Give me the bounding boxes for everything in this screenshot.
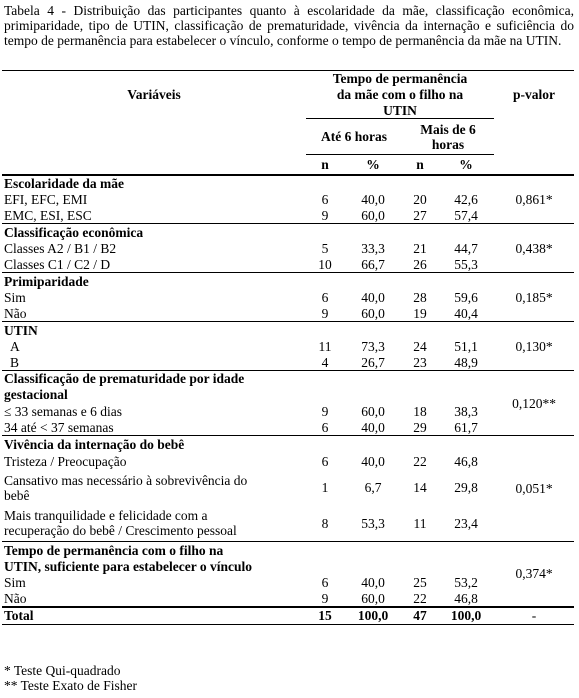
- row-n1: 9: [321, 207, 329, 223]
- row-n1: 8: [321, 515, 329, 531]
- row-n1: 5: [321, 241, 329, 256]
- section-pvalue: 0,185*: [515, 289, 553, 305]
- total-n2: 47: [413, 608, 427, 624]
- header-n2: n: [416, 156, 424, 172]
- row-n2: 27: [413, 207, 427, 223]
- section-title: Classificação econômica: [4, 224, 144, 240]
- row-p1: 40,0: [361, 419, 385, 435]
- results-table: [2, 70, 574, 625]
- table-row: [2, 192, 574, 208]
- row-n2: 19: [413, 305, 427, 321]
- row-p2: 40,4: [454, 305, 478, 321]
- row-p1: 40,0: [361, 192, 385, 207]
- table-notes: [4, 663, 137, 693]
- header-group-line3: UTIN: [306, 103, 494, 119]
- row-n2: 22: [413, 453, 427, 469]
- row-n1: 11: [318, 339, 332, 354]
- row-label: [2, 470, 306, 506]
- row-p2: 55,3: [454, 256, 478, 272]
- row-n1: 6: [321, 419, 329, 435]
- table-row: [2, 453, 574, 470]
- header-pvalor: p-valor: [513, 87, 555, 103]
- table-row: [2, 403, 574, 420]
- table-row: [2, 470, 574, 506]
- row-label: EFI, EFC, EMI: [4, 192, 88, 207]
- row-p1: 73,3: [361, 339, 385, 354]
- table-row: [2, 506, 574, 542]
- row-n2: 28: [413, 290, 427, 305]
- section-title: Escolaridade da mãe: [4, 176, 124, 191]
- row-label-line2: bebê: [4, 487, 30, 503]
- row-n1: 9: [321, 305, 329, 321]
- row-n1: 9: [321, 403, 329, 419]
- row-label: Não: [4, 305, 27, 321]
- row-label: Sim: [4, 575, 26, 590]
- row-label: [2, 506, 306, 542]
- row-p2: 42,6: [454, 192, 478, 207]
- section-pvalue: 0,051*: [515, 481, 553, 496]
- row-n2: 26: [413, 256, 427, 272]
- section-pvalue: 0,130*: [515, 338, 553, 354]
- section-title-line1: Tempo de permanência com o filho na: [4, 542, 224, 558]
- row-label-line1: Mais tranquilidade e felicidade com a: [4, 508, 208, 524]
- row-label: Sim: [4, 290, 26, 305]
- section-title-line2: UTIN, suficiente para estabelecer o vínculo: [4, 559, 252, 574]
- row-p2: 44,7: [454, 241, 478, 256]
- section-title-line1: Classificação de prematuridade por idade: [4, 371, 245, 387]
- row-p1: 66,7: [361, 256, 385, 272]
- header-group-line1: Tempo de permanência: [332, 71, 468, 87]
- row-p1: 33,3: [361, 241, 385, 256]
- row-n2: 23: [413, 354, 427, 370]
- row-p2: 46,8: [454, 453, 478, 469]
- row-p2: 29,8: [454, 480, 478, 495]
- row-p1: 60,0: [361, 590, 385, 606]
- row-n1: 6: [321, 575, 329, 590]
- header-variaveis: Variáveis: [127, 87, 181, 103]
- section-pvalue: 0,438*: [515, 240, 553, 256]
- row-label: 34 até < 37 semanas: [4, 419, 114, 435]
- row-label: Não: [4, 590, 27, 606]
- table-row: [2, 257, 574, 273]
- header-col-mais-6: [402, 119, 494, 155]
- header-col-mais-line1: Mais de 6: [420, 121, 476, 137]
- row-p2: 57,4: [454, 207, 478, 223]
- row-p1: 40,0: [361, 453, 385, 469]
- row-p1: 40,0: [361, 575, 385, 590]
- row-label: ≤ 33 semanas e 6 dias: [4, 403, 123, 419]
- total-n1: 15: [318, 608, 332, 624]
- row-label: Classes C1 / C2 / D: [4, 256, 111, 272]
- section-pvalue: 0,120**: [512, 395, 556, 411]
- header-group-line2: da mãe com o filho na: [336, 87, 464, 102]
- row-label: Tristeza / Preocupação: [4, 453, 127, 469]
- row-n1: 4: [321, 354, 329, 370]
- row-label-line1: Cansativo mas necessário à sobrevivência do: [4, 472, 248, 488]
- section-pvalue: 0,861*: [515, 191, 553, 207]
- row-p1: 60,0: [361, 207, 385, 223]
- row-p2: 61,7: [454, 419, 478, 435]
- section-title: Primiparidade: [4, 273, 89, 289]
- table-row: [2, 241, 574, 257]
- section-title-line2: gestacional: [4, 387, 68, 402]
- table-row: [2, 339, 574, 355]
- header-col-mais-line2: horas: [431, 136, 465, 152]
- row-n1: 6: [321, 290, 329, 305]
- table-row: [2, 575, 574, 591]
- section-title: Vivência da internação do bebê: [4, 436, 185, 452]
- total-p1: 100,0: [357, 608, 389, 624]
- row-n2: 21: [413, 241, 427, 256]
- table-caption: Tabela 4 - Distribuição das participantes quanto à escolaridade da mãe, classificação econômica, primiparidade, tipo de UTIN, classificação de prematuridade, vivência da internação e suficiência do tempo de permanência para estabelecer o vínculo, conforme o tempo de permanência da mãe na UTIN.: [4, 3, 574, 48]
- table-row: [2, 208, 574, 224]
- row-label: B: [10, 354, 20, 370]
- row-n2: 18: [413, 403, 427, 419]
- table-row: [2, 591, 574, 607]
- total-row: [2, 607, 574, 625]
- total-pvalue: -: [531, 608, 537, 624]
- row-p2: 46,8: [454, 590, 478, 606]
- row-p1: 60,0: [361, 305, 385, 321]
- row-p1: 26,7: [361, 354, 385, 370]
- row-p2: 48,9: [454, 354, 478, 370]
- row-p2: 51,1: [454, 339, 478, 354]
- row-n2: 25: [413, 575, 427, 590]
- row-p1: 40,0: [361, 290, 385, 305]
- row-n2: 29: [413, 419, 427, 435]
- section-title: UTIN: [4, 322, 38, 338]
- row-p1: 53,3: [361, 515, 385, 531]
- table-row: [2, 290, 574, 306]
- total-p2: 100,0: [450, 608, 482, 624]
- table-row: [2, 306, 574, 322]
- row-n2: 22: [413, 590, 427, 606]
- row-p2: 53,2: [454, 575, 478, 590]
- row-label: A: [10, 339, 20, 354]
- row-n1: 6: [321, 192, 329, 207]
- row-p2: 59,6: [454, 290, 478, 305]
- table-row: [2, 355, 574, 371]
- row-label: EMC, ESI, ESC: [4, 207, 92, 223]
- header-n1: n: [321, 156, 329, 172]
- row-p2: 38,3: [454, 403, 478, 419]
- row-n2: 24: [413, 339, 427, 354]
- row-label-line2: recuperação do bebê / Crescimento pessoal: [4, 523, 237, 539]
- row-n1: 10: [318, 256, 332, 272]
- row-n2: 20: [413, 192, 427, 207]
- row-n1: 1: [321, 480, 329, 495]
- row-n1: 6: [321, 453, 329, 469]
- note-chi-square: * Teste Qui-quadrado: [4, 663, 121, 678]
- row-p1: 6,7: [364, 480, 382, 495]
- row-n2: 14: [413, 480, 427, 495]
- row-n2: 11: [413, 515, 427, 531]
- header-col-ate-6: Até 6 horas: [306, 119, 402, 155]
- section-pvalue: 0,374*: [515, 566, 553, 582]
- row-label: Classes A2 / B1 / B2: [4, 241, 117, 256]
- note-fisher: ** Teste Exato de Fisher: [4, 678, 138, 693]
- header-pct1: %: [366, 156, 380, 172]
- header-pct2: %: [459, 156, 473, 172]
- table-row: [2, 420, 574, 436]
- row-p1: 60,0: [361, 403, 385, 419]
- row-n1: 9: [321, 590, 329, 606]
- row-p2: 23,4: [454, 515, 478, 531]
- total-label: Total: [4, 608, 34, 624]
